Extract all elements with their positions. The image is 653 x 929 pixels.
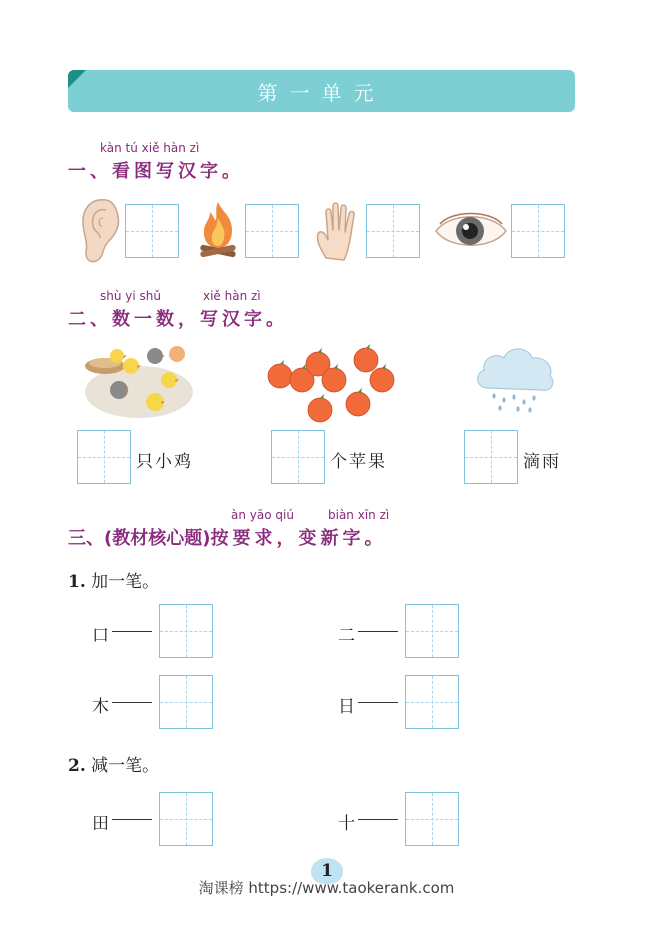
dash-line — [112, 819, 152, 820]
rain-label: 滴雨 — [523, 452, 561, 472]
eye-icon — [432, 208, 510, 254]
q2-char-2: 十 — [338, 814, 355, 834]
apples-icon — [264, 342, 398, 426]
footer-watermark: 淘课榜 https://www.taokerank.com — [198, 879, 455, 897]
q1-char-2: 二 — [338, 626, 355, 646]
answer-grid-chicks[interactable] — [77, 430, 131, 484]
answer-grid-q1-1[interactable] — [159, 604, 213, 658]
section2-pinyin-a: shù yi shǔ — [100, 289, 161, 303]
q2-text: 减一笔。 — [91, 756, 160, 776]
section3-pinyin-b: biàn xīn zì — [328, 508, 390, 522]
answer-grid-ear[interactable] — [125, 204, 179, 258]
dash-line — [358, 631, 398, 632]
apples-label: 个苹果 — [330, 452, 387, 472]
answer-grid-q2-1[interactable] — [159, 792, 213, 846]
section3-title-prefix: 三、(教材核心题) — [68, 528, 211, 549]
hand-icon — [312, 198, 366, 262]
fire-icon — [192, 198, 244, 262]
rain-cloud-icon — [472, 342, 556, 414]
section3-title — [68, 524, 386, 550]
dash-line — [112, 702, 152, 703]
q1-char-3: 木 — [92, 697, 109, 717]
q1-text: 加一笔。 — [91, 572, 160, 592]
answer-grid-q1-2[interactable] — [405, 604, 459, 658]
section2-title: 二、数一数，写汉字。 — [68, 309, 288, 330]
section1-title: 一、看图写汉字。 — [68, 161, 244, 182]
q2-char-1: 田 — [92, 814, 109, 834]
page-number: 1 — [311, 858, 343, 884]
answer-grid-rain[interactable] — [464, 430, 518, 484]
dash-line — [358, 819, 398, 820]
chicks-icon — [83, 340, 195, 420]
section2-pinyin-b: xiě hàn zì — [203, 289, 261, 303]
q2-heading — [68, 751, 159, 776]
answer-grid-hand[interactable] — [366, 204, 420, 258]
answer-grid-q1-3[interactable] — [159, 675, 213, 729]
ear-icon — [76, 196, 124, 266]
section1-pinyin: kàn tú xiě hàn zì — [100, 141, 200, 155]
section3-title-main: 按要求，变新字。 — [210, 528, 387, 549]
answer-grid-eye[interactable] — [511, 204, 565, 258]
answer-grid-q1-4[interactable] — [405, 675, 459, 729]
chicks-label: 只小鸡 — [136, 452, 193, 472]
answer-grid-fire[interactable] — [245, 204, 299, 258]
q1-char-4: 日 — [338, 697, 355, 717]
q1-char-1: 口 — [92, 626, 109, 646]
section3-pinyin-a: àn yāo qiú — [231, 508, 294, 522]
dash-line — [112, 631, 152, 632]
answer-grid-q2-2[interactable] — [405, 792, 459, 846]
answer-grid-apples[interactable] — [271, 430, 325, 484]
unit-title: 第一单元 — [257, 80, 386, 105]
q1-heading — [68, 567, 159, 592]
unit-banner — [68, 70, 575, 112]
q2-number: 2. — [68, 756, 86, 776]
dash-line — [358, 702, 398, 703]
banner-corner-decoration — [68, 70, 86, 88]
q1-number: 1. — [68, 572, 86, 592]
